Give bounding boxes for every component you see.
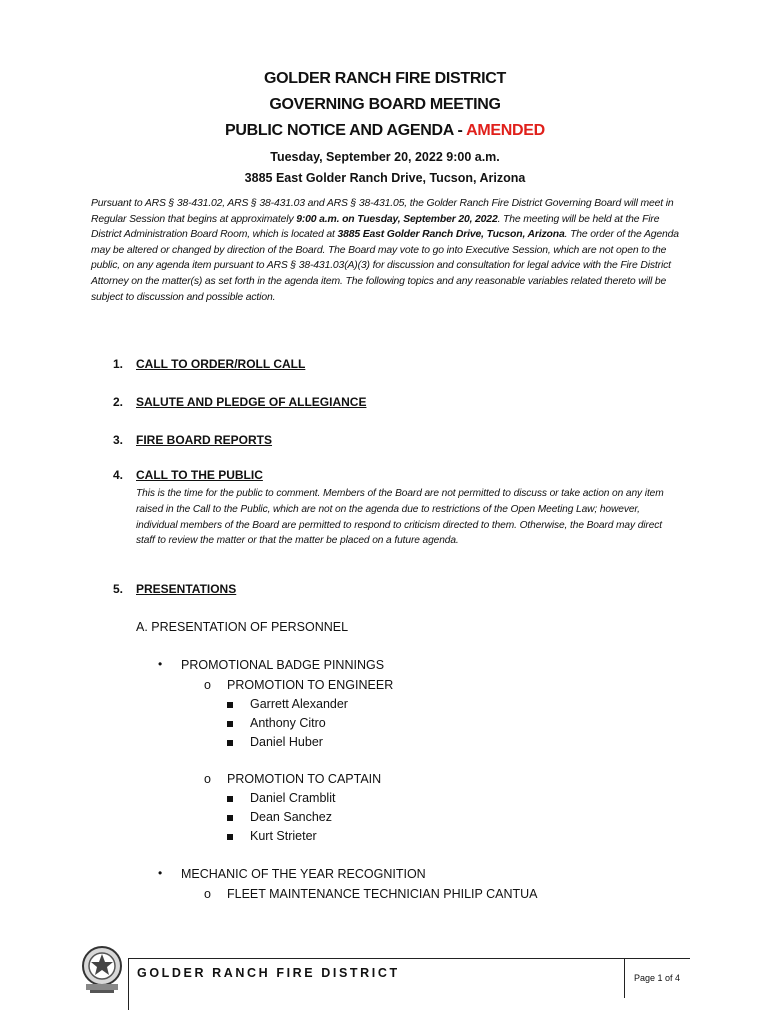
notice-title-prefix: PUBLIC NOTICE AND AGENDA - [225,122,467,139]
meeting-address: 3885 East Golder Ranch Drive, Tucson, Arizona [244,171,526,185]
agenda-item-1 [113,357,305,371]
square-bullet [227,740,233,746]
intro-paragraph [91,196,683,305]
intro-bold-location: 3885 East Golder Ranch Drive, Tucson, Arizona [337,229,565,241]
fleet-technician: FLEET MAINTENANCE TECHNICIAN PHILIP CANTUA [227,887,538,901]
amended-label: AMENDED [466,122,545,139]
footer-rule [128,958,690,959]
district-title: GOLDER RANCH FIRE DISTRICT [264,70,506,87]
square-bullet [227,721,233,727]
agenda-item-number: 4. [113,468,124,482]
footer-divider [624,958,625,998]
intro-text-3: . The order of the Agenda may be altered or changed by direction of the Board. The Board may vote to go into Executive Session, which are not open to the public, on any agenda item pursuant to ARS § 38-431.03(A)(3) for discussion and consultation for legal advice with the Fire District Attorney on the matter(s) as set forth in the agenda item. The following topics and any reasonable variables related thereto will be subject to discussion and possible action. [91,229,679,303]
bullet-o: o [204,678,211,692]
intro-text-2: . The meeting will be held at the Fire District Administration Board Room, which is located at [91,213,660,241]
captain-name: Dean Sanchez [250,810,333,824]
square-bullet [227,702,233,708]
agenda-item-number: 2. [113,395,124,409]
meeting-title: GOVERNING BOARD MEETING [269,96,501,113]
agenda-item-5 [113,582,236,596]
agenda-item-number: 3. [113,433,124,447]
intro-bold-datetime: 9:00 a.m. on Tuesday, September 20, 2022 [296,213,498,225]
square-bullet [227,796,233,802]
badge-pinnings: PROMOTIONAL BADGE PINNINGS [181,658,385,672]
captain-name: Kurt Strieter [250,829,317,843]
footer-district-name: GOLDER RANCH FIRE DISTRICT [137,966,400,980]
bullet-dot: • [158,866,163,880]
bullet-o: o [204,887,211,901]
agenda-item-4 [113,468,263,482]
engineer-name: Garrett Alexander [250,697,348,711]
agenda-item-label: PRESENTATIONS [136,582,237,596]
footer-divider [128,958,129,1010]
notice-title [0,118,770,144]
agenda-item-3 [113,433,272,447]
agenda-item-2 [113,395,366,409]
promotion-captain: PROMOTION TO CAPTAIN [227,772,382,786]
agenda-item-label: CALL TO ORDER/ROLL CALL [136,357,306,371]
agenda-item-label: FIRE BOARD REPORTS [136,433,273,447]
bullet-dot: • [158,657,163,671]
square-bullet [227,834,233,840]
sub-item-a: A. PRESENTATION OF PERSONNEL [136,620,349,634]
engineer-name: Anthony Citro [250,716,326,730]
district-logo-icon [80,944,124,994]
agenda-item-number: 1. [113,357,124,371]
call-to-public-description: This is the time for the public to comment. Members of the Board are not permitted to discuss or take action on any item raised in the Call to the Public, which are not on the agenda due to restrictions of the Open Meeting Law; however, individual members of the Board are permitted to respond to criticism directed to them. Otherwise, the Board may direct staff to review the matter or that the matter be placed on a future agenda. [136,488,664,547]
intro-text-1: Pursuant to ARS § 38-431.02, ARS § 38-431.03 and ARS § 38-431.05, the Golder Ranch Fire District Governing Board will meet in Regular Session that begins at approximately [91,198,674,225]
agenda-item-label: SALUTE AND PLEDGE OF ALLEGIANCE [136,395,367,409]
engineer-name: Daniel Huber [250,735,323,749]
document-header [0,66,770,189]
promotion-engineer: PROMOTION TO ENGINEER [227,678,394,692]
captain-name: Daniel Cramblit [250,791,336,805]
bullet-o: o [204,772,211,786]
agenda-item-label: CALL TO THE PUBLIC [136,468,263,482]
agenda-item-number: 5. [113,582,124,596]
meeting-date: Tuesday, September 20, 2022 9:00 a.m. [270,150,500,164]
square-bullet [227,815,233,821]
page-number: Page 1 of 4 [634,973,681,983]
mechanic-recognition: MECHANIC OF THE YEAR RECOGNITION [181,867,426,881]
